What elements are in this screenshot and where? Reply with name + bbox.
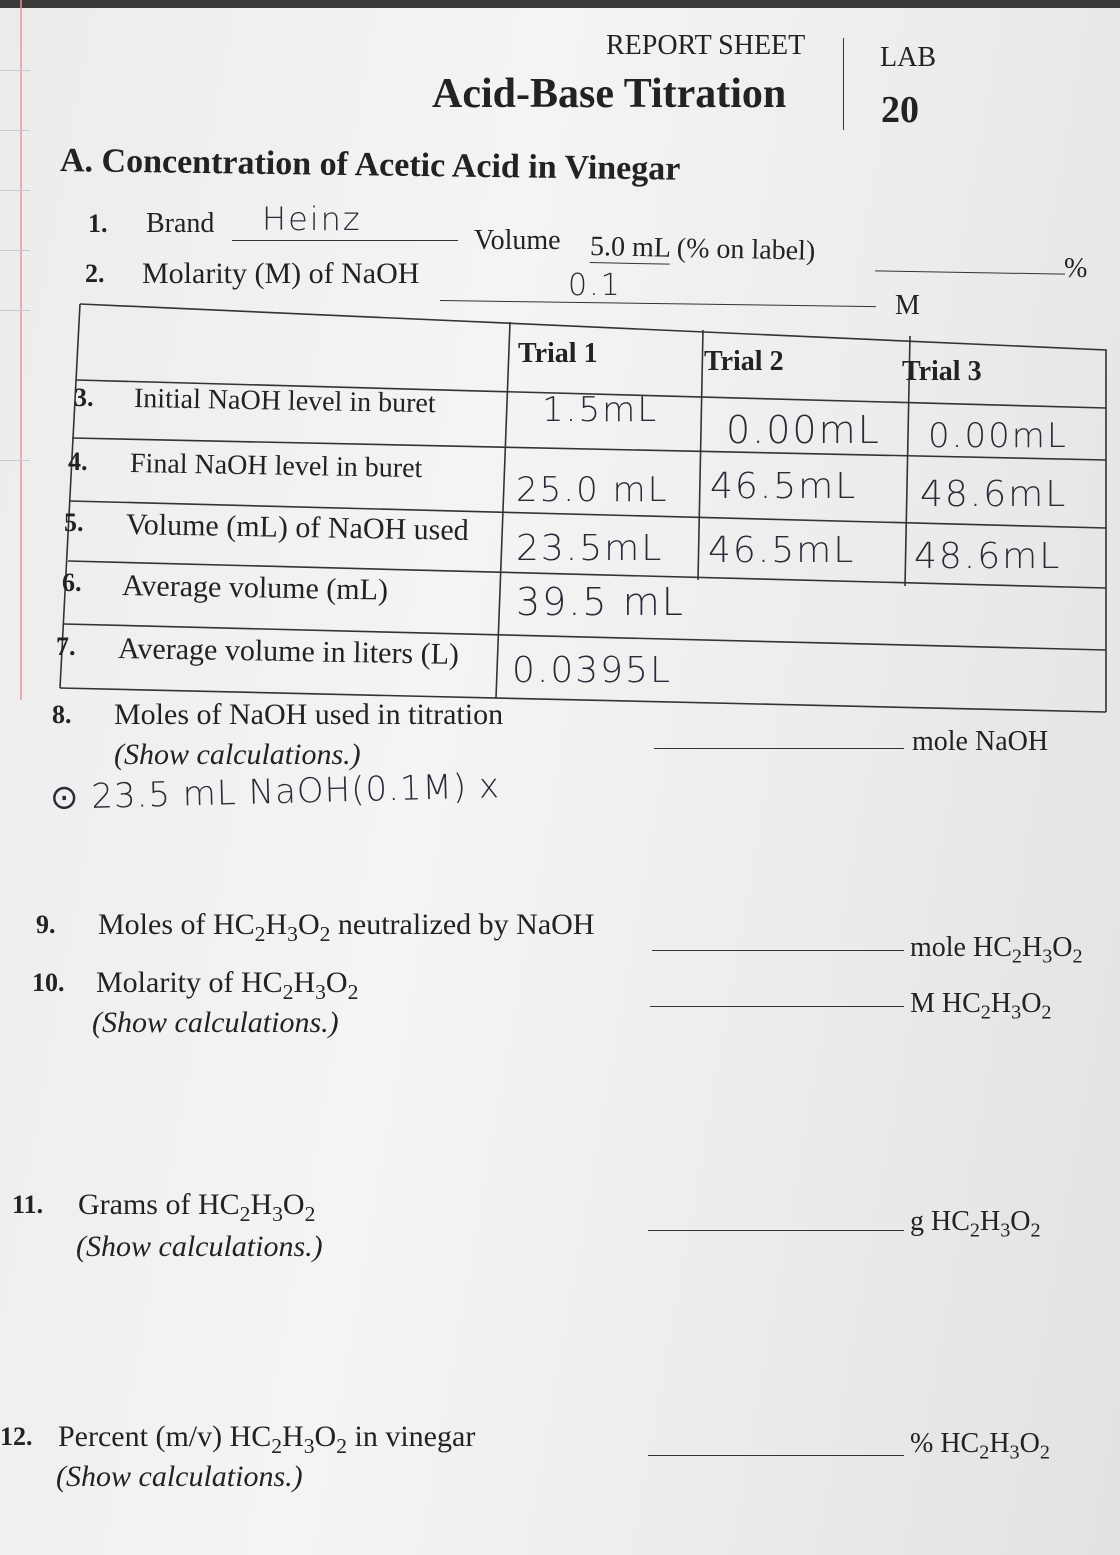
acid-grams-label: Grams of $HC_2H_3O_2$ — [78, 1188, 316, 1226]
report-sheet-label: REPORT SHEET — [606, 30, 806, 61]
naoh-moles-label: Moles of NaOH used in titration — [114, 698, 504, 731]
item-number: 1. — [88, 209, 108, 238]
show-calculations-note: (Show calculations.) — [114, 738, 361, 771]
naoh-moles-work: ⊙ 23.5 mL NaOH(0.1M) x — [49, 766, 501, 818]
acid-moles-unit: mole $HC_2H_3O_2$ — [910, 932, 1083, 968]
trial-3-volume-used: 48.6mL — [914, 536, 1062, 577]
acid-percent-unit: % $HC_2H_3O_2$ — [910, 1428, 1050, 1464]
show-calculations-note: (Show calculations.) — [92, 1006, 339, 1039]
acid-moles-blank — [652, 950, 904, 951]
acid-percent-blank — [648, 1455, 904, 1456]
table-col-line — [496, 322, 510, 698]
trial-1-header: Trial 1 — [518, 338, 598, 369]
trial-1-volume-used: 23.5mL — [516, 528, 664, 569]
trial-3-header: Trial 3 — [902, 356, 982, 387]
molarity-value: 0.1 — [568, 268, 622, 303]
table-col-line — [698, 330, 703, 580]
row-number: 3. — [74, 383, 94, 412]
acid-percent-label: Percent (m/v) $HC_2H_3O_2$ in vinegar — [58, 1420, 476, 1458]
acid-molarity-blank — [650, 1006, 904, 1007]
average-volume-liters: 0.0395L — [512, 650, 673, 691]
row-number: 4. — [68, 447, 88, 476]
item-number: 8. — [52, 700, 72, 729]
trial-1-final: 25.0 mL — [516, 470, 669, 510]
item-number: 10. — [32, 968, 65, 997]
acid-grams-unit: g $HC_2H_3O_2$ — [910, 1206, 1041, 1242]
molarity-unit: M — [895, 290, 920, 321]
trial-2-volume-used: 46.5mL — [708, 530, 856, 571]
row-number: 7. — [56, 632, 76, 661]
item-number: 12. — [0, 1422, 33, 1451]
volume-value: 5.0 mL — [589, 231, 671, 264]
volume-label: Volume — [474, 225, 561, 256]
item-number: 9. — [36, 910, 56, 939]
row-number: 6. — [62, 568, 82, 597]
trial-3-final: 48.6mL — [920, 474, 1068, 515]
acid-grams-blank — [648, 1230, 904, 1231]
item-number: 11. — [12, 1190, 44, 1219]
row-label: Average volume in liters (L) — [117, 632, 460, 671]
trial-2-final: 46.5mL — [710, 466, 858, 507]
volume-suffix: (% on label) — [676, 232, 816, 267]
row-label: Volume (mL) of NaOH used — [125, 508, 469, 547]
acid-moles-label: Moles of $HC_2H_3O_2$ neutralized by NaOH — [98, 908, 595, 946]
show-calculations-note: (Show calculations.) — [76, 1230, 323, 1263]
show-calculations-note: (Show calculations.) — [56, 1460, 303, 1493]
lab-number: 20 — [881, 89, 919, 131]
trial-1-initial: 1.5mL — [542, 390, 659, 430]
average-volume-ml: 39.5 mL — [516, 580, 685, 624]
acid-molarity-unit: M $HC_2H_3O_2$ — [910, 988, 1052, 1024]
table-border — [60, 304, 80, 688]
percent-unit: % — [1064, 253, 1088, 284]
row-label: Initial NaOH level in buret — [133, 383, 436, 420]
row-label: Final NaOH level in buret — [129, 448, 423, 485]
brand-value: Heinz — [262, 200, 362, 238]
item-number: 2. — [85, 259, 105, 288]
brand-label: Brand — [146, 208, 215, 239]
page-title: Acid-Base Titration — [432, 71, 787, 117]
trial-2-header: Trial 2 — [704, 346, 784, 377]
lab-label: LAB — [880, 42, 936, 73]
section-a-heading: A. Concentration of Acetic Acid in Vinegar — [59, 142, 681, 188]
naoh-moles-blank — [654, 748, 904, 749]
naoh-moles-unit: mole NaOH — [912, 726, 1049, 757]
acid-molarity-label: Molarity of $HC_2H_3O_2$ — [96, 966, 359, 1004]
row-label: Average volume (mL) — [121, 569, 389, 607]
row-number: 5. — [64, 508, 84, 537]
trial-3-initial: 0.00mL — [928, 416, 1068, 456]
naoh-molarity-label: Molarity (M) of NaOH — [142, 257, 420, 290]
trial-2-initial: 0.00mL — [726, 408, 881, 452]
